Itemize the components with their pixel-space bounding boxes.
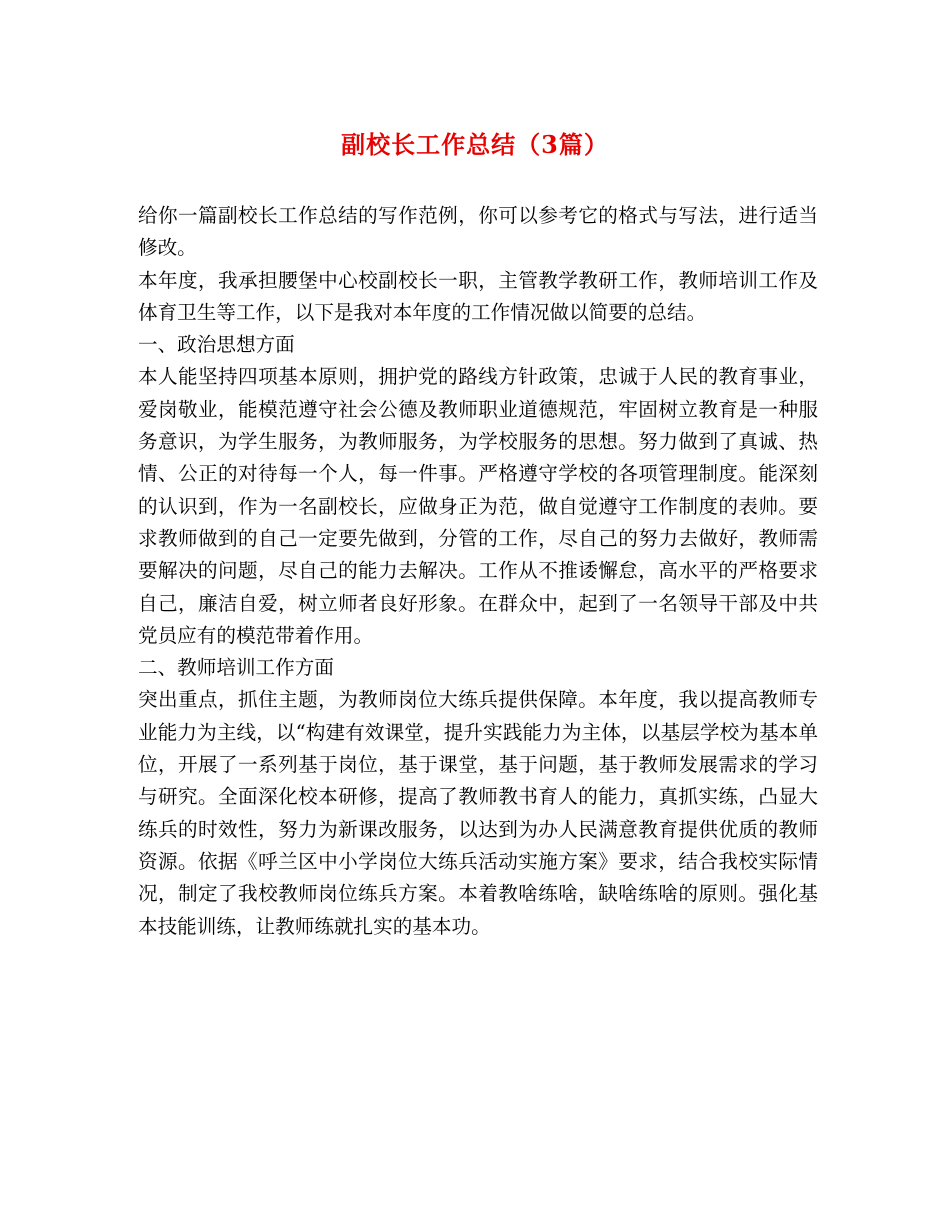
section-heading-training: 二、教师培训工作方面 [138,656,334,680]
intro-paragraph: 给你一篇副校长工作总结的写作范例，你可以参考它的格式与写法，进行适当修改。 [138,204,818,260]
overview-paragraph: 本年度，我承担腰堡中心校副校长一职，主管教学教研工作，教师培训工作及体育卫生等工作，以下是我对本年度的工作情况做以简要的总结。 [138,268,818,324]
training-paragraph: 突出重点，抓住主题，为教师岗位大练兵提供保障。本年度，我以提高教师专业能力为主线，以“构建有效课堂，提升实践能力为主体，以基层学校为基本单位，开展了一系列基于岗位，基于课堂，基于问题，基于教师发展需求的学习与研究。全面深化校本研修，提高了教师教书育人的能力，真抓实练，凸显大练兵的时效性，努力为新课改服务，以达到为办人民满意教育提供优质的教师资源。依据《呼兰区中小学岗位大练兵活动实施方案》要求，结合我校实际情况，制定了我校教师岗位练兵方案。本着教啥练啥，缺啥练啥的原则。强化基本技能训练，让教师练就扎实的基本功。 [138,688,818,938]
political-paragraph: 本人能坚持四项基本原则，拥护党的路线方针政策，忠诚于人民的教育事业，爱岗敬业，能模范遵守社会公德及教师职业道德规范，牢固树立教育是一种服务意识，为学生服务，为教师服务，为学校服务的思想。努力做到了真诚、热情、公正的对待每一个人，每一件事。严格遵守学校的各项管理制度。能深刻的认识到，作为一名副校长，应做身正为范，做自觉遵守工作制度的表帅。要求教师做到的自己一定要先做到，分管的工作，尽自己的努力去做好，教师需要解决的问题，尽自己的能力去解决。工作从不推诿懈怠，高水平的严格要求自己，廉洁自爱，树立师者良好形象。在群众中，起到了一名领导干部及中共党员应有的模范带着作用。 [138,365,818,647]
document-body [138,200,818,943]
section-heading-political: 一、政治思想方面 [138,333,295,357]
page-title: 副校长工作总结（3篇） [341,130,609,159]
